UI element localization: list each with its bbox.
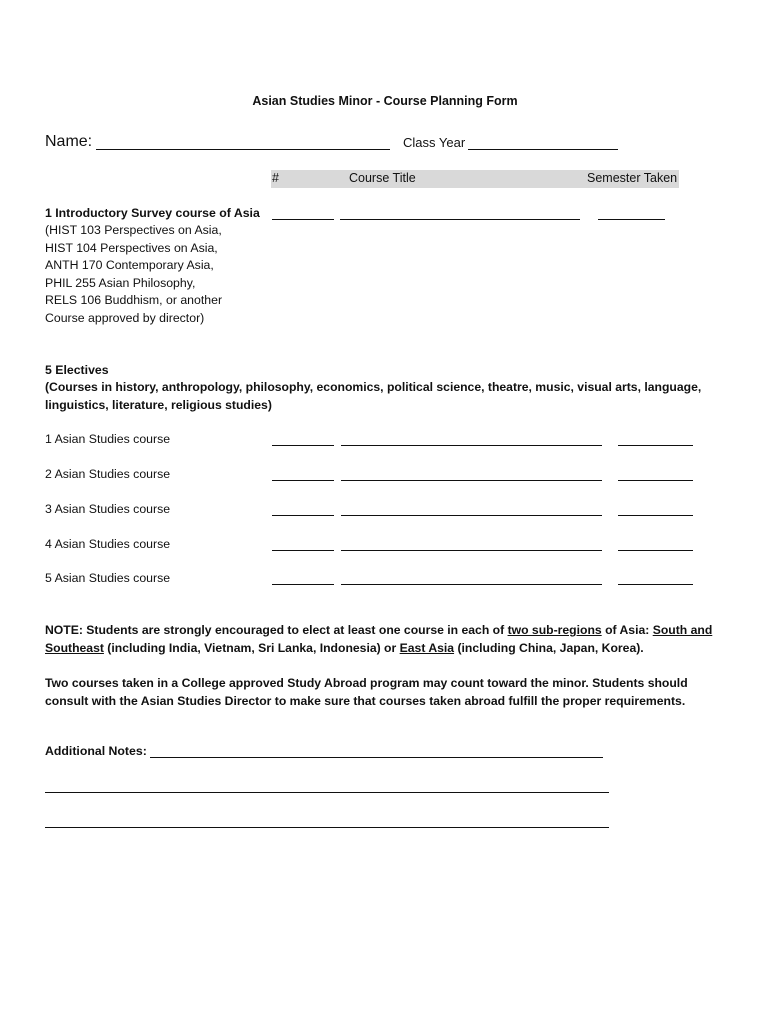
- name-field[interactable]: [96, 149, 390, 150]
- class-year-label: Class Year: [403, 135, 466, 150]
- header-semester: Semester Taken: [587, 171, 678, 185]
- intro-line: Course approved by director): [45, 310, 205, 325]
- name-label: Name:: [45, 133, 93, 150]
- elective-row-label: 5 Asian Studies course: [45, 571, 171, 585]
- electives-description: (Courses in history, anthropology, philosophy, economics, political science, theatre, music, visual arts, language, linguistics, literature, religious studies): [45, 380, 702, 412]
- elective-row-label: 1 Asian Studies course: [45, 432, 171, 446]
- note-east-detail: (including China, Japan, Korea).: [454, 640, 644, 655]
- elective-row-label: 4 Asian Studies course: [45, 537, 171, 551]
- elective-title-field[interactable]: [341, 445, 602, 446]
- elective-number-field[interactable]: [272, 584, 334, 585]
- electives-heading: 5 Electives: [45, 363, 109, 377]
- elective-number-field[interactable]: [272, 480, 334, 481]
- intro-title-field[interactable]: [340, 219, 580, 220]
- intro-line: PHIL 255 Asian Philosophy,: [45, 275, 196, 290]
- elective-semester-field[interactable]: [618, 445, 693, 446]
- elective-semester-field[interactable]: [618, 584, 693, 585]
- additional-notes-line[interactable]: [45, 827, 609, 828]
- header-course-title: Course Title: [349, 171, 416, 185]
- additional-notes-label: Additional Notes:: [45, 744, 147, 758]
- note-mid: of Asia:: [601, 623, 653, 637]
- note-subregions: two sub-regions: [507, 623, 602, 637]
- additional-notes-field[interactable]: [150, 757, 603, 758]
- note-south: South and Southeast: [45, 623, 713, 655]
- intro-semester-field[interactable]: [598, 219, 665, 220]
- elective-title-field[interactable]: [341, 550, 602, 551]
- elective-title-field[interactable]: [341, 584, 602, 585]
- additional-notes-line[interactable]: [45, 792, 609, 793]
- form-title: Asian Studies Minor - Course Planning Form: [252, 94, 518, 108]
- elective-row-label: 3 Asian Studies course: [45, 502, 171, 516]
- elective-number-field[interactable]: [272, 515, 334, 516]
- elective-title-field[interactable]: [341, 480, 602, 481]
- note-south-detail: (including India, Vietnam, Sri Lanka, Indonesia) or: [103, 640, 400, 655]
- intro-line: (HIST 103 Perspectives on Asia,: [45, 223, 222, 237]
- elective-row-label: 2 Asian Studies course: [45, 467, 171, 481]
- intro-line: HIST 104 Perspectives on Asia,: [45, 240, 218, 255]
- elective-semester-field[interactable]: [618, 480, 693, 481]
- elective-title-field[interactable]: [341, 515, 602, 516]
- elective-number-field[interactable]: [272, 445, 334, 446]
- elective-semester-field[interactable]: [618, 550, 693, 551]
- note-prefix: NOTE: Students are strongly encouraged to elect at least one course in each of: [45, 623, 508, 637]
- note-east: East Asia: [399, 640, 455, 655]
- elective-number-field[interactable]: [272, 550, 334, 551]
- intro-line: RELS 106 Buddhism, or another: [45, 293, 223, 307]
- note-paragraph: [45, 622, 713, 657]
- intro-line: ANTH 170 Contemporary Asia,: [45, 258, 214, 272]
- header-number: #: [272, 171, 279, 185]
- elective-semester-field[interactable]: [618, 515, 693, 516]
- class-year-field[interactable]: [468, 149, 618, 150]
- intro-number-field[interactable]: [272, 219, 334, 220]
- intro-heading: 1 Introductory Survey course of Asia: [45, 206, 260, 220]
- study-abroad-paragraph: Two courses taken in a College approved Study Abroad program may count toward the minor. Students should consult with the Asian Studies Director to make sure that courses taken abroad fulfill the proper requirements.: [45, 676, 688, 708]
